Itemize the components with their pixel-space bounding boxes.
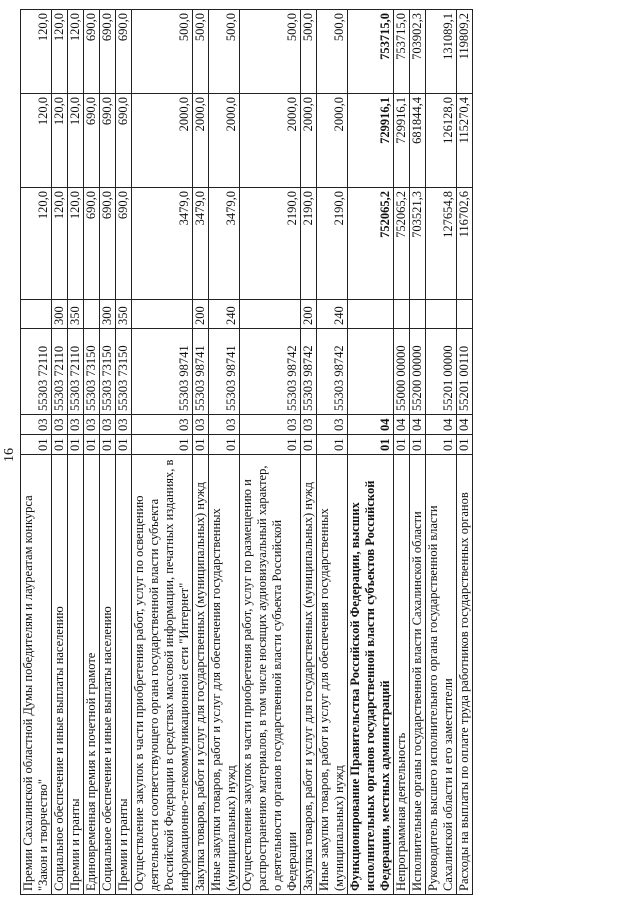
row-name: Закупка товаров, работ и услуг для государственных (муниципальных) нужд bbox=[193, 455, 209, 895]
row-section-code: 01 bbox=[52, 435, 68, 455]
row-target-article-code bbox=[348, 329, 394, 415]
row-target-article-code: 55200 00000 bbox=[410, 329, 426, 415]
row-section-code: 01 bbox=[457, 435, 473, 455]
row-expense-type-code bbox=[84, 300, 100, 329]
row-name: Закупка товаров, работ и услуг для государственных (муниципальных) нужд bbox=[301, 455, 317, 895]
row-section-code: 01 bbox=[116, 435, 132, 455]
row-subsection-code: 03 bbox=[68, 415, 84, 435]
row-amount-2: 120,0 bbox=[68, 94, 84, 188]
row-subsection-code: 03 bbox=[52, 415, 68, 435]
table-row bbox=[116, 10, 132, 895]
row-amount-1: 120,0 bbox=[21, 188, 52, 300]
row-expense-type-code: 350 bbox=[68, 300, 84, 329]
row-amount-2: 120,0 bbox=[52, 94, 68, 188]
row-amount-2: 681844,4 bbox=[410, 94, 426, 188]
row-name: Социальное обеспечение и иные выплаты населению bbox=[52, 455, 68, 895]
row-name: Премии и гранты bbox=[68, 455, 84, 895]
row-expense-type-code: 300 bbox=[52, 300, 68, 329]
table-row bbox=[317, 10, 348, 895]
row-amount-2: 2000,0 bbox=[193, 94, 209, 188]
table-row bbox=[52, 10, 68, 895]
row-amount-2: 115270,4 bbox=[457, 94, 473, 188]
row-section-code: 01 bbox=[394, 435, 410, 455]
row-name: Социальное обеспечение и иные выплаты населению bbox=[100, 455, 116, 895]
row-expense-type-code: 350 bbox=[116, 300, 132, 329]
table-row bbox=[426, 10, 457, 895]
row-amount-3: 703902,3 bbox=[410, 10, 426, 94]
row-expense-type-code bbox=[21, 300, 52, 329]
table-row bbox=[348, 10, 394, 895]
row-subsection-code: 04 bbox=[426, 415, 457, 435]
page-number: 16 bbox=[2, 448, 17, 462]
row-subsection-code: 03 bbox=[116, 415, 132, 435]
table-body bbox=[21, 10, 473, 895]
row-amount-2: 120,0 bbox=[21, 94, 52, 188]
row-section-code: 01 bbox=[240, 435, 301, 455]
row-name: Руководитель высшего исполнительного органа государственной власти Сахалинской области и его заместители bbox=[426, 455, 457, 895]
row-expense-type-code: 240 bbox=[317, 300, 348, 329]
row-expense-type-code: 240 bbox=[209, 300, 240, 329]
row-amount-3: 119809,2 bbox=[457, 10, 473, 94]
row-amount-1: 690,0 bbox=[100, 188, 116, 300]
table-row bbox=[132, 10, 193, 895]
row-name: Премии Сахалинской областной Думы победителям и лауреатам конкурса "Закон и творчество" bbox=[21, 455, 52, 895]
row-name: Единовременная премия к почетной грамоте bbox=[84, 455, 100, 895]
table-row bbox=[301, 10, 317, 895]
row-section-code: 01 bbox=[410, 435, 426, 455]
row-target-article-code: 55303 73150 bbox=[84, 329, 100, 415]
row-subsection-code: 04 bbox=[394, 415, 410, 435]
table-row bbox=[394, 10, 410, 895]
row-expense-type-code: 200 bbox=[301, 300, 317, 329]
row-amount-2: 690,0 bbox=[116, 94, 132, 188]
table-row bbox=[193, 10, 209, 895]
row-subsection-code: 03 bbox=[100, 415, 116, 435]
row-amount-1: 2190,0 bbox=[317, 188, 348, 300]
row-amount-2: 2000,0 bbox=[132, 94, 193, 188]
row-section-code: 01 bbox=[193, 435, 209, 455]
row-amount-3: 690,0 bbox=[116, 10, 132, 94]
row-target-article-code: 55303 72110 bbox=[21, 329, 52, 415]
row-amount-1: 703521,3 bbox=[410, 188, 426, 300]
row-section-code: 01 bbox=[84, 435, 100, 455]
row-subsection-code: 03 bbox=[240, 415, 301, 435]
row-expense-type-code: 200 bbox=[193, 300, 209, 329]
row-amount-3: 500,0 bbox=[193, 10, 209, 94]
row-subsection-code: 03 bbox=[209, 415, 240, 435]
row-amount-1: 120,0 bbox=[52, 188, 68, 300]
row-subsection-code: 04 bbox=[457, 415, 473, 435]
row-amount-3: 500,0 bbox=[240, 10, 301, 94]
row-expense-type-code bbox=[240, 300, 301, 329]
row-subsection-code: 03 bbox=[132, 415, 193, 435]
row-expense-type-code bbox=[426, 300, 457, 329]
row-subsection-code: 04 bbox=[410, 415, 426, 435]
row-subsection-code: 03 bbox=[21, 415, 52, 435]
row-target-article-code: 55201 00110 bbox=[457, 329, 473, 415]
row-amount-1: 752065,2 bbox=[394, 188, 410, 300]
row-section-code: 01 bbox=[348, 435, 394, 455]
table-row bbox=[68, 10, 84, 895]
row-amount-2: 2000,0 bbox=[240, 94, 301, 188]
row-amount-2: 690,0 bbox=[84, 94, 100, 188]
row-amount-3: 500,0 bbox=[132, 10, 193, 94]
row-target-article-code: 55000 00000 bbox=[394, 329, 410, 415]
row-subsection-code: 03 bbox=[84, 415, 100, 435]
table-row bbox=[240, 10, 301, 895]
row-section-code: 01 bbox=[132, 435, 193, 455]
row-amount-1: 2190,0 bbox=[301, 188, 317, 300]
row-amount-2: 729916,1 bbox=[394, 94, 410, 188]
row-subsection-code: 03 bbox=[301, 415, 317, 435]
table-row bbox=[100, 10, 116, 895]
row-target-article-code: 55303 98742 bbox=[240, 329, 301, 415]
row-target-article-code: 55303 98742 bbox=[301, 329, 317, 415]
row-expense-type-code bbox=[348, 300, 394, 329]
row-amount-3: 690,0 bbox=[84, 10, 100, 94]
table-row bbox=[84, 10, 100, 895]
row-target-article-code: 55303 73150 bbox=[100, 329, 116, 415]
row-expense-type-code: 300 bbox=[100, 300, 116, 329]
row-amount-3: 120,0 bbox=[68, 10, 84, 94]
row-target-article-code: 55303 98741 bbox=[132, 329, 193, 415]
table-row bbox=[21, 10, 52, 895]
row-amount-2: 729916,1 bbox=[348, 94, 394, 188]
row-expense-type-code bbox=[132, 300, 193, 329]
budget-table bbox=[20, 9, 473, 895]
row-amount-2: 690,0 bbox=[100, 94, 116, 188]
row-amount-2: 126128,0 bbox=[426, 94, 457, 188]
row-amount-3: 753715,0 bbox=[348, 10, 394, 94]
row-target-article-code: 55303 72110 bbox=[68, 329, 84, 415]
row-target-article-code: 55303 98742 bbox=[317, 329, 348, 415]
row-name: Осуществление закупок в части приобретения работ, услуг по освещению деятельности соответствующего органа государственной власти субъекта Российской Федерации в средствах массовой информации, печатных изданиях, в информационно-телекоммуникационной сети "Интернет" bbox=[132, 455, 193, 895]
row-target-article-code: 55303 98741 bbox=[193, 329, 209, 415]
row-amount-2: 2000,0 bbox=[317, 94, 348, 188]
row-amount-1: 752065,2 bbox=[348, 188, 394, 300]
row-target-article-code: 55303 73150 bbox=[116, 329, 132, 415]
row-amount-2: 2000,0 bbox=[301, 94, 317, 188]
row-section-code: 01 bbox=[100, 435, 116, 455]
row-amount-1: 3479,0 bbox=[193, 188, 209, 300]
row-target-article-code: 55303 98741 bbox=[209, 329, 240, 415]
row-amount-1: 690,0 bbox=[84, 188, 100, 300]
row-name: Расходы на выплаты по оплате труда работников государственных органов bbox=[457, 455, 473, 895]
row-name: Иные закупки товаров, работ и услуг для обеспечения государственных (муниципальных) нужд bbox=[209, 455, 240, 895]
row-name: Непрограммная деятельность bbox=[394, 455, 410, 895]
row-section-code: 01 bbox=[301, 435, 317, 455]
row-amount-1: 2190,0 bbox=[240, 188, 301, 300]
row-expense-type-code bbox=[394, 300, 410, 329]
row-name: Иные закупки товаров, работ и услуг для обеспечения государственных (муниципальных) нужд bbox=[317, 455, 348, 895]
row-amount-1: 120,0 bbox=[68, 188, 84, 300]
row-section-code: 01 bbox=[209, 435, 240, 455]
row-expense-type-code bbox=[457, 300, 473, 329]
row-amount-1: 3479,0 bbox=[209, 188, 240, 300]
row-target-article-code: 55201 00000 bbox=[426, 329, 457, 415]
row-section-code: 01 bbox=[68, 435, 84, 455]
table-row bbox=[457, 10, 473, 895]
row-name: Осуществление закупок в части приобретения работ, услуг по размещению и распространению материалов, в том числе носящих аудиовизуальный характер, о деятельности органов государственной власти субъекта Российской Федерации bbox=[240, 455, 301, 895]
row-amount-1: 116702,6 bbox=[457, 188, 473, 300]
row-amount-3: 120,0 bbox=[21, 10, 52, 94]
row-subsection-code: 03 bbox=[193, 415, 209, 435]
row-amount-3: 500,0 bbox=[209, 10, 240, 94]
row-amount-2: 2000,0 bbox=[209, 94, 240, 188]
row-amount-3: 120,0 bbox=[52, 10, 68, 94]
row-expense-type-code bbox=[410, 300, 426, 329]
row-amount-3: 500,0 bbox=[317, 10, 348, 94]
row-amount-3: 690,0 bbox=[100, 10, 116, 94]
table-row bbox=[410, 10, 426, 895]
row-amount-1: 127654,8 bbox=[426, 188, 457, 300]
row-amount-3: 500,0 bbox=[301, 10, 317, 94]
row-section-code: 01 bbox=[21, 435, 52, 455]
row-amount-1: 690,0 bbox=[116, 188, 132, 300]
table-row bbox=[209, 10, 240, 895]
row-amount-3: 131089,1 bbox=[426, 10, 457, 94]
row-subsection-code: 04 bbox=[348, 415, 394, 435]
row-name: Функционирование Правительства Российской Федерации, высших исполнительных органов государственной власти субъектов Российской Федерации, местных администраций bbox=[348, 455, 394, 895]
row-name: Премии и гранты bbox=[116, 455, 132, 895]
row-section-code: 01 bbox=[317, 435, 348, 455]
row-section-code: 01 bbox=[426, 435, 457, 455]
row-target-article-code: 55303 72110 bbox=[52, 329, 68, 415]
row-subsection-code: 03 bbox=[317, 415, 348, 435]
row-amount-1: 3479,0 bbox=[132, 188, 193, 300]
row-name: Исполнительные органы государственной власти Сахалинской области bbox=[410, 455, 426, 895]
row-amount-3: 753715,0 bbox=[394, 10, 410, 94]
